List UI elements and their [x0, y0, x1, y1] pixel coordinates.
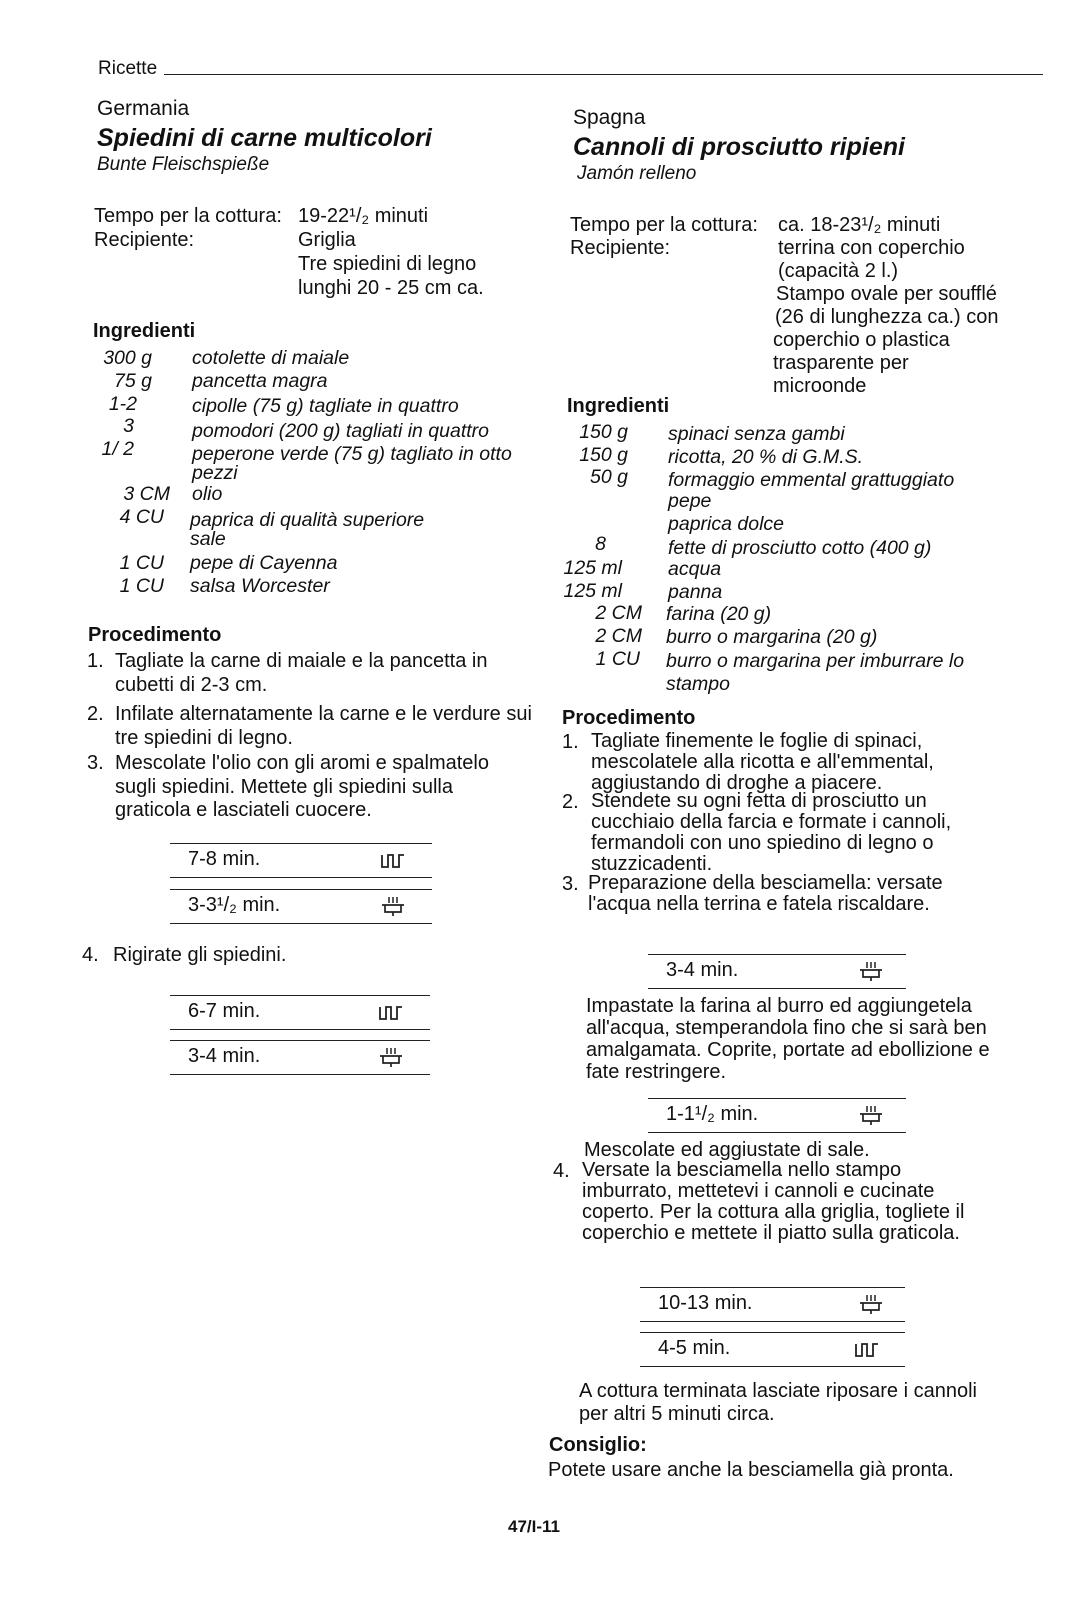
time-row-microwave [648, 1098, 906, 1133]
step-text: Rigirate gli spiedini. [113, 944, 287, 966]
step-text: Mescolate l'olio con gli aromi e spalmatelo sugli spiedini. Mettete gli spiedini sulla graticola e lasciateli cuocere. [115, 752, 489, 821]
ingredients-heading: Ingredienti [93, 320, 196, 342]
time-value: 7-8 min. [188, 848, 261, 870]
step-text: Stendete su ogni fetta di prosciutto un cucchiaio della farcia e formate i cannoli, fermandoli con uno spiedino di legno o stuzzicadenti. [591, 790, 952, 875]
instruction-paragraph: Impastate la farina al burro ed aggiungetela all'acqua, stemperandola fino che si sarà ben amalgamata. Coprite, portate ad ebollizione e fate restringere. [586, 995, 990, 1083]
ingredient-name: pezzi [192, 462, 238, 484]
container-line: (26 di lunghezza ca.) con [775, 306, 999, 328]
tip-text: Potete usare anche la besciamella già pronta. [548, 1459, 954, 1481]
time-value: 10-13 min. [658, 1292, 753, 1314]
step-text: Tagliate la carne di maiale e la pancetta in cubetti di 2-3 cm. [115, 650, 488, 696]
time-row-microwave [648, 954, 906, 989]
ingredient-name: pepe di Cayenna [190, 552, 338, 574]
ingredient-name: ricotta, 20 % di G.M.S. [668, 446, 864, 468]
time-value: 3-4 min. [666, 959, 739, 981]
ingredient-name: formaggio emmental grattuggiato [668, 469, 955, 491]
recipe-title: Cannoli di prosciutto ripieni [573, 133, 905, 161]
time-row-microwave [170, 1040, 430, 1075]
ingredient-qty: 150 g [579, 444, 628, 466]
ingredient-qty: 2 CM [595, 602, 642, 624]
container-line: Griglia [298, 229, 356, 251]
procedure-heading: Procedimento [562, 707, 696, 729]
step-number: 4. [82, 944, 99, 966]
container-label: Recipiente: [570, 237, 671, 259]
ingredient-name: olio [192, 483, 223, 505]
step-number: 1. [87, 650, 104, 672]
ingredient-name: fette di prosciutto cotto (400 g) [668, 537, 932, 559]
recipe-title: Spiedini di carne multicolori [97, 124, 432, 152]
time-row-microwave [640, 1287, 905, 1322]
step-text: Tagliate finemente le foglie di spinaci, mescolatele alla ricotta e all'emmental, aggiustando di droghe a piacere. [591, 730, 934, 794]
container-label: Recipiente: [94, 229, 195, 251]
recipe-subtitle: Bunte Fleischspieße [97, 154, 270, 175]
time-value: 1-1¹/₂ min. [666, 1103, 759, 1125]
ingredient-qty: 2 CM [595, 625, 642, 647]
microwave-icon [858, 1293, 884, 1313]
ingredient-qty: 8 [595, 533, 606, 555]
ingredient-qty: 300 g [103, 347, 152, 369]
ingredient-name: cotolette di maiale [192, 347, 350, 369]
ingredient-qty: 1-2 [108, 393, 137, 415]
ingredient-qty: 150 g [579, 421, 628, 443]
step-number: 1. [562, 731, 579, 753]
grill-icon [854, 1338, 880, 1358]
ingredient-qty: 125 ml [563, 557, 622, 579]
time-row-grill [640, 1332, 905, 1367]
ingredient-qty: 75 g [114, 370, 152, 392]
instruction-paragraph: Mescolate ed aggiustate di sale. [584, 1139, 870, 1161]
container-line: terrina con coperchio [778, 237, 965, 259]
ingredient-name: paprica dolce [668, 513, 784, 535]
step-number: 3. [87, 752, 104, 774]
section-label: Ricette [98, 58, 158, 79]
microwave-icon [858, 1104, 884, 1124]
step-number: 4. [553, 1160, 570, 1182]
ingredient-name: paprica di qualità superiore [190, 509, 425, 531]
ingredient-name: acqua [668, 558, 722, 580]
time-row-grill [170, 843, 432, 878]
container-line: (capacità 2 l.) [778, 260, 899, 282]
ingredient-name: pancetta magra [192, 370, 328, 392]
step-number: 3. [562, 873, 579, 895]
ingredient-qty: 1 CU [595, 648, 640, 670]
recipe-subtitle: Jamón relleno [577, 163, 697, 184]
header-rule [164, 74, 1043, 75]
cook-time-value: 19-22¹/₂ minuti [298, 205, 429, 227]
recipe-country: Spagna [573, 106, 646, 129]
time-row-grill [170, 995, 430, 1030]
ingredient-name: panna [668, 581, 723, 603]
ingredient-name: cipolle (75 g) tagliate in quattro [192, 395, 459, 417]
tip-heading: Consiglio: [549, 1434, 647, 1456]
ingredients-heading: Ingredienti [567, 395, 670, 417]
ingredient-name: salsa Worcester [190, 575, 330, 597]
container-line: Stampo ovale per soufflé [776, 283, 997, 305]
ingredient-qty: 50 g [590, 466, 628, 488]
ingredient-name: peperone verde (75 g) tagliato in otto [192, 443, 512, 465]
ingredient-name: burro o margarina per imburrare lo [666, 650, 965, 672]
ingredient-name: stampo [666, 673, 730, 695]
ingredient-qty: 125 ml [563, 580, 622, 602]
time-value: 3-4 min. [188, 1045, 261, 1067]
cook-time-label: Tempo per la cottura: [94, 205, 282, 227]
container-line: lunghi 20 - 25 cm ca. [298, 277, 484, 299]
time-value: 3-3¹/₂ min. [188, 894, 281, 916]
instruction-paragraph: A cottura terminata lasciate riposare i cannoli per altri 5 minuti circa. [579, 1380, 977, 1425]
ingredient-qty: 3 CM [123, 483, 170, 505]
page-header [98, 58, 1043, 82]
procedure-heading: Procedimento [88, 624, 222, 646]
grill-icon [378, 1001, 404, 1021]
cook-time-label: Tempo per la cottura: [570, 214, 758, 236]
time-row-microwave [170, 889, 432, 924]
step-text: Versate la besciamella nello stampo imburrato, mettetevi i cannoli e cucinate coperto. Per la cottura alla griglia, togliete il coperchio e mettete il piatto sulla graticola. [582, 1159, 965, 1244]
step-number: 2. [87, 703, 104, 725]
ingredient-name: burro o margarina (20 g) [666, 626, 878, 648]
ingredient-qty: 3 [123, 415, 134, 437]
step-text: Preparazione della besciamella: versate l'acqua nella terrina e fatela riscaldare. [588, 872, 943, 915]
container-line: coperchio o plastica [773, 329, 950, 351]
ingredient-name: pepe [668, 490, 712, 512]
ingredient-name: farina (20 g) [666, 603, 772, 625]
grill-icon [380, 849, 406, 869]
container-line: trasparente per [773, 352, 909, 374]
container-line: Tre spiedini di legno [298, 253, 477, 275]
ingredient-name: pomodori (200 g) tagliati in quattro [192, 420, 490, 442]
ingredient-qty: 1/ 2 [101, 438, 134, 460]
container-line: microonde [773, 375, 867, 397]
ingredient-qty: 1 CU [119, 552, 164, 574]
time-value: 6-7 min. [188, 1000, 261, 1022]
microwave-icon [378, 1046, 404, 1066]
step-number: 2. [562, 791, 579, 813]
ingredient-qty: 1 CU [119, 575, 164, 597]
cook-time-value: ca. 18-23¹/₂ minuti [778, 214, 941, 236]
time-value: 4-5 min. [658, 1337, 731, 1359]
microwave-icon [380, 895, 406, 915]
ingredient-qty: 4 CU [119, 506, 164, 528]
microwave-icon [858, 960, 884, 980]
ingredient-name: spinaci senza gambi [668, 423, 845, 445]
step-text: Infilate alternatamente la carne e le verdure sui tre spiedini di legno. [115, 703, 532, 749]
recipe-country: Germania [97, 97, 190, 120]
ingredient-name: sale [190, 528, 226, 550]
page-number: 47/I-11 [508, 1517, 560, 1536]
